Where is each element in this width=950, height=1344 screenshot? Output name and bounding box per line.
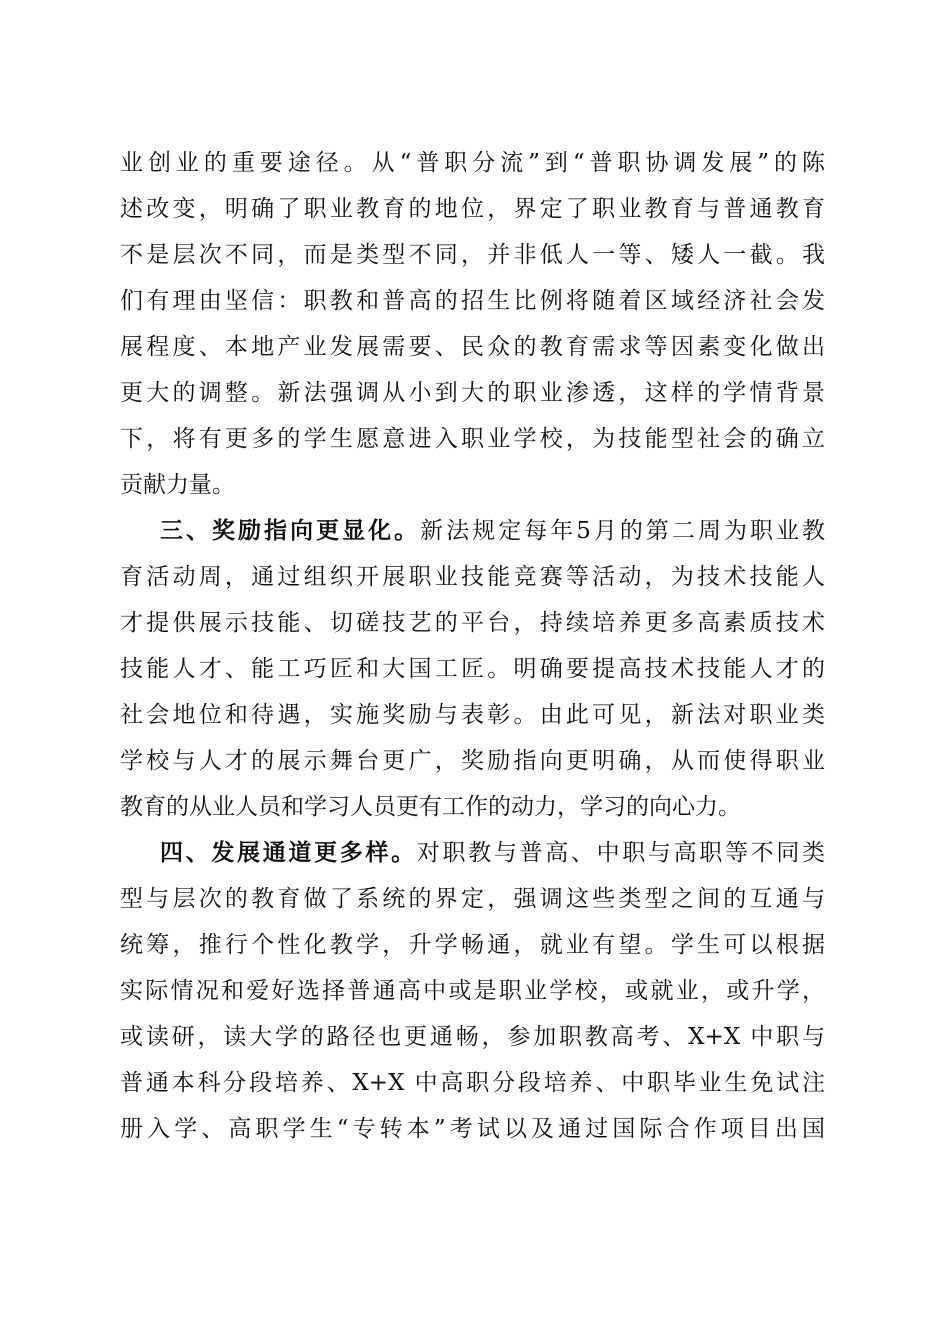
paragraph-line: 统筹，推行个性化教学，升学畅通，就业有望。学生可以根据 [120, 932, 825, 958]
section-4-first-line-text: 对职教与普高、中职与高职等不同类 [416, 840, 826, 866]
section-4-first-line [160, 833, 825, 873]
paragraph-line: 实际情况和爱好选择普通高中或是职业学校，或就业，或升学， [120, 978, 825, 1004]
paragraph-line: 贡献力量。 [120, 472, 235, 498]
paragraph-line: 学校与人才的展示舞台更广，奖励指向更明确，从而使得职业 [120, 748, 825, 774]
paragraph-line: 或读研，读大学的路径也更通畅，参加职教高考、X+X 中职与 [120, 1024, 825, 1050]
paragraph-line: 教育的从业人员和学习人员更有工作的动力，学习的向心力。 [120, 794, 741, 820]
paragraph-line: 述改变，明确了职业教育的地位，界定了职业教育与普通教育 [120, 196, 825, 222]
paragraph-line: 才提供展示技能、切磋技艺的平台，持续培养更多高素质技术 [120, 610, 825, 636]
paragraph-line: 不是层次不同，而是类型不同，并非低人一等、矮人一截。我 [120, 242, 825, 268]
section-4-heading: 四、发展通道更多样。 [160, 840, 417, 866]
section-3-first-line [160, 511, 825, 551]
section-3-heading: 三、奖励指向更显化。 [160, 518, 421, 544]
paragraph-line: 育活动周，通过组织开展职业技能竞赛等活动，为技术技能人 [120, 564, 825, 590]
section-3-first-line-text: 新法规定每年5月的第二周为职业教 [420, 518, 826, 544]
paragraph-line: 们有理由坚信：职教和普高的招生比例将随着区域经济社会发 [120, 288, 825, 314]
paragraph-line: 展程度、本地产业发展需要、民众的教育需求等因素变化做出 [120, 334, 825, 360]
paragraph-line: 册入学、高职学生“专转本”考试以及通过国际合作项目出国 [120, 1116, 825, 1142]
paragraph-line: 技能人才、能工巧匠和大国工匠。明确要提高技术技能人才的 [120, 656, 825, 682]
paragraph-line: 社会地位和待遇，实施奖励与表彰。由此可见，新法对职业类 [120, 702, 825, 728]
paragraph-line: 业创业的重要途径。从“普职分流”到“普职协调发展”的陈 [120, 150, 825, 176]
paragraph-line: 下，将有更多的学生愿意进入职业学校，为技能型社会的确立 [120, 426, 825, 452]
paragraph-line: 更大的调整。新法强调从小到大的职业渗透，这样的学情背景 [120, 380, 825, 406]
paragraph-line: 型与层次的教育做了系统的界定，强调这些类型之间的互通与 [120, 886, 825, 912]
paragraph-line: 普通本科分段培养、X+X 中高职分段培养、中职毕业生免试注 [120, 1070, 825, 1096]
